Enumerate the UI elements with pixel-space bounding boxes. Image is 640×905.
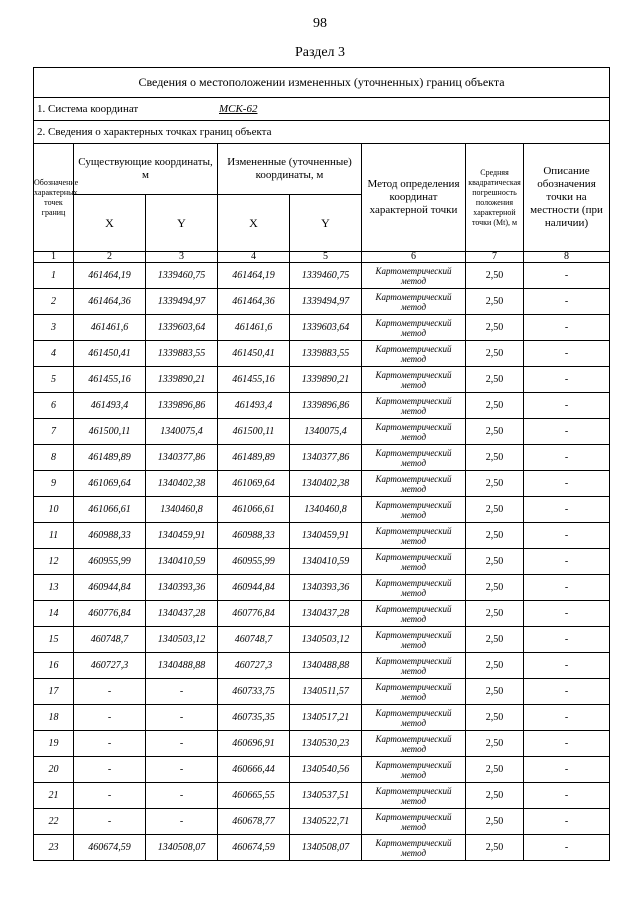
changed-x-value: 460733,75	[218, 679, 290, 705]
table-row	[34, 575, 610, 601]
description-value: -	[524, 289, 610, 315]
changed-y-value: 1339494,97	[290, 289, 362, 315]
changed-x-value: 460944,84	[218, 575, 290, 601]
method-line: метод	[400, 665, 427, 676]
existing-y-value: -	[146, 757, 218, 783]
existing-x-value: 460988,33	[74, 523, 146, 549]
column-numbers-row	[34, 252, 610, 263]
description-value: -	[524, 731, 610, 757]
accuracy-value: 2,50	[466, 575, 524, 601]
accuracy-value: 2,50	[466, 263, 524, 289]
table-row	[34, 393, 610, 419]
accuracy-value: 2,50	[466, 679, 524, 705]
point-number: 20	[34, 757, 74, 783]
changed-x-value: 460776,84	[218, 601, 290, 627]
method-value	[362, 263, 466, 289]
accuracy-value: 2,50	[466, 341, 524, 367]
changed-y-value: 1340517,21	[290, 705, 362, 731]
existing-y-value: 1339890,21	[146, 367, 218, 393]
table-row	[34, 731, 610, 757]
existing-x-value: 461069,64	[74, 471, 146, 497]
table-row	[34, 367, 610, 393]
existing-x-value: -	[74, 731, 146, 757]
existing-y-value: -	[146, 731, 218, 757]
header-accuracy: Средняя квадратическая погрешность положения характерной точки (Mt), м	[466, 144, 524, 252]
column-number: 5	[290, 252, 362, 263]
header-changed-y: Y	[290, 195, 362, 252]
header-changed-x: X	[218, 195, 290, 252]
table-row	[34, 523, 610, 549]
method-line: Картометрический	[375, 629, 452, 640]
description-value: -	[524, 471, 610, 497]
description-value: -	[524, 627, 610, 653]
changed-x-value: 461450,41	[218, 341, 290, 367]
changed-y-value: 1340410,59	[290, 549, 362, 575]
point-number: 11	[34, 523, 74, 549]
existing-x-value: -	[74, 757, 146, 783]
header-point-designation: Обозначение характерных точек границ	[34, 144, 74, 252]
method-value	[362, 549, 466, 575]
changed-x-value: 460674,59	[218, 835, 290, 861]
changed-y-value: 1340402,38	[290, 471, 362, 497]
method-line: метод	[400, 457, 427, 468]
column-number: 8	[524, 252, 610, 263]
existing-x-value: -	[74, 783, 146, 809]
existing-y-value: 1340508,07	[146, 835, 218, 861]
existing-x-value: 460955,99	[74, 549, 146, 575]
changed-x-value: 461489,89	[218, 445, 290, 471]
accuracy-value: 2,50	[466, 705, 524, 731]
existing-x-value: 460727,3	[74, 653, 146, 679]
description-value: -	[524, 419, 610, 445]
existing-y-value: 1340460,8	[146, 497, 218, 523]
description-value: -	[524, 757, 610, 783]
changed-y-value: 1340393,36	[290, 575, 362, 601]
method-line: метод	[400, 587, 427, 598]
changed-y-value: 1340508,07	[290, 835, 362, 861]
table-row	[34, 471, 610, 497]
description-value: -	[524, 601, 610, 627]
method-value	[362, 367, 466, 393]
method-line: метод	[400, 509, 427, 520]
table-row	[34, 419, 610, 445]
coordinate-system-value: МСК-62	[219, 103, 258, 115]
method-line: метод	[400, 821, 427, 832]
method-value	[362, 731, 466, 757]
method-line: метод	[400, 561, 427, 572]
changed-y-value: 1340488,88	[290, 653, 362, 679]
method-line: Картометрический	[375, 369, 452, 380]
point-number: 5	[34, 367, 74, 393]
method-line: метод	[400, 639, 427, 650]
description-value: -	[524, 783, 610, 809]
method-line: Картометрический	[375, 707, 452, 718]
existing-x-value: 460748,7	[74, 627, 146, 653]
table-row	[34, 289, 610, 315]
changed-x-value: 460735,35	[218, 705, 290, 731]
header-existing-coords: Существующие координаты, м	[74, 144, 218, 195]
description-value: -	[524, 809, 610, 835]
method-line: метод	[400, 795, 427, 806]
table-row	[34, 627, 610, 653]
method-value	[362, 393, 466, 419]
changed-y-value: 1339603,64	[290, 315, 362, 341]
method-line: метод	[400, 483, 427, 494]
changed-x-value: 461464,36	[218, 289, 290, 315]
existing-x-value: 461500,11	[74, 419, 146, 445]
description-value: -	[524, 575, 610, 601]
point-number: 2	[34, 289, 74, 315]
accuracy-value: 2,50	[466, 497, 524, 523]
existing-y-value: -	[146, 705, 218, 731]
description-value: -	[524, 549, 610, 575]
method-line: Картометрический	[375, 317, 452, 328]
existing-x-value: 461066,61	[74, 497, 146, 523]
table-row	[34, 679, 610, 705]
changed-y-value: 1340460,8	[290, 497, 362, 523]
changed-y-value: 1340530,23	[290, 731, 362, 757]
changed-x-value: 461493,4	[218, 393, 290, 419]
point-number: 19	[34, 731, 74, 757]
existing-x-value: -	[74, 705, 146, 731]
existing-y-value: 1339883,55	[146, 341, 218, 367]
description-value: -	[524, 367, 610, 393]
description-value: -	[524, 523, 610, 549]
description-value: -	[524, 835, 610, 861]
changed-y-value: 1340511,57	[290, 679, 362, 705]
changed-y-value: 1339890,21	[290, 367, 362, 393]
changed-y-value: 1340459,91	[290, 523, 362, 549]
changed-x-value: 460727,3	[218, 653, 290, 679]
method-line: Картометрический	[375, 291, 452, 302]
existing-y-value: -	[146, 783, 218, 809]
table-row	[34, 315, 610, 341]
method-line: метод	[400, 769, 427, 780]
method-value	[362, 653, 466, 679]
point-number: 18	[34, 705, 74, 731]
method-line: Картометрический	[375, 343, 452, 354]
table-row	[34, 601, 610, 627]
point-number: 4	[34, 341, 74, 367]
existing-x-value: -	[74, 679, 146, 705]
changed-x-value: 460955,99	[218, 549, 290, 575]
method-line: метод	[400, 535, 427, 546]
changed-y-value: 1340522,71	[290, 809, 362, 835]
existing-x-value: 460674,59	[74, 835, 146, 861]
header-existing-x: X	[74, 195, 146, 252]
section-title: Раздел 3	[294, 45, 346, 60]
accuracy-value: 2,50	[466, 289, 524, 315]
existing-x-value: -	[74, 809, 146, 835]
method-line: Картометрический	[375, 473, 452, 484]
method-value	[362, 575, 466, 601]
column-number: 3	[146, 252, 218, 263]
method-value	[362, 419, 466, 445]
point-number: 23	[34, 835, 74, 861]
changed-y-value: 1339883,55	[290, 341, 362, 367]
method-line: метод	[400, 743, 427, 754]
method-line: Картометрический	[375, 577, 452, 588]
point-number: 3	[34, 315, 74, 341]
description-value: -	[524, 315, 610, 341]
method-line: Картометрический	[375, 447, 452, 458]
changed-y-value: 1340075,4	[290, 419, 362, 445]
point-number: 14	[34, 601, 74, 627]
method-value	[362, 497, 466, 523]
method-line: Картометрический	[375, 395, 452, 406]
point-number: 1	[34, 263, 74, 289]
accuracy-value: 2,50	[466, 419, 524, 445]
column-number: 7	[466, 252, 524, 263]
method-line: Картометрический	[375, 733, 452, 744]
method-value	[362, 341, 466, 367]
accuracy-value: 2,50	[466, 835, 524, 861]
method-value	[362, 289, 466, 315]
changed-x-value: 460665,55	[218, 783, 290, 809]
header-changed-coords: Измененные (уточненные) координаты, м	[218, 144, 362, 195]
accuracy-value: 2,50	[466, 523, 524, 549]
existing-x-value: 461450,41	[74, 341, 146, 367]
accuracy-value: 2,50	[466, 757, 524, 783]
existing-x-value: 460776,84	[74, 601, 146, 627]
point-number: 12	[34, 549, 74, 575]
method-line: метод	[400, 275, 427, 286]
method-value	[362, 757, 466, 783]
existing-y-value: -	[146, 809, 218, 835]
header-description: Описание обозначения точки на местности (при наличии)	[524, 144, 610, 252]
changed-y-value: 1340537,51	[290, 783, 362, 809]
changed-x-value: 461461,6	[218, 315, 290, 341]
description-value: -	[524, 445, 610, 471]
method-line: Картометрический	[375, 499, 452, 510]
accuracy-value: 2,50	[466, 783, 524, 809]
table-row	[34, 445, 610, 471]
method-line: метод	[400, 691, 427, 702]
changed-x-value: 460988,33	[218, 523, 290, 549]
method-line: Картометрический	[375, 551, 452, 562]
description-value: -	[524, 263, 610, 289]
changed-x-value: 461464,19	[218, 263, 290, 289]
changed-y-value: 1340377,86	[290, 445, 362, 471]
table-row	[34, 549, 610, 575]
page-number: 98	[313, 16, 327, 31]
method-value	[362, 835, 466, 861]
method-line: Картометрический	[375, 759, 452, 770]
existing-y-value: 1339603,64	[146, 315, 218, 341]
method-value	[362, 471, 466, 497]
table-row	[34, 263, 610, 289]
header-existing-y: Y	[146, 195, 218, 252]
accuracy-value: 2,50	[466, 601, 524, 627]
accuracy-value: 2,50	[466, 445, 524, 471]
changed-y-value: 1340437,28	[290, 601, 362, 627]
description-value: -	[524, 393, 610, 419]
method-line: метод	[400, 301, 427, 312]
method-line: метод	[400, 431, 427, 442]
existing-y-value: 1340503,12	[146, 627, 218, 653]
points-caption: 2. Сведения о характерных точках границ объекта	[34, 121, 610, 144]
point-number: 21	[34, 783, 74, 809]
point-number: 15	[34, 627, 74, 653]
accuracy-value: 2,50	[466, 471, 524, 497]
method-value	[362, 705, 466, 731]
point-number: 8	[34, 445, 74, 471]
column-number: 1	[34, 252, 74, 263]
existing-y-value: -	[146, 679, 218, 705]
accuracy-value: 2,50	[466, 549, 524, 575]
accuracy-value: 2,50	[466, 809, 524, 835]
changed-x-value: 460748,7	[218, 627, 290, 653]
table-row	[34, 783, 610, 809]
existing-x-value: 461464,19	[74, 263, 146, 289]
changed-y-value: 1339460,75	[290, 263, 362, 289]
table-row	[34, 757, 610, 783]
description-value: -	[524, 705, 610, 731]
point-number: 13	[34, 575, 74, 601]
description-value: -	[524, 497, 610, 523]
method-value	[362, 809, 466, 835]
description-value: -	[524, 653, 610, 679]
method-line: Картометрический	[375, 785, 452, 796]
method-line: Картометрический	[375, 265, 452, 276]
point-number: 22	[34, 809, 74, 835]
accuracy-value: 2,50	[466, 731, 524, 757]
table-row	[34, 341, 610, 367]
method-line: метод	[400, 847, 427, 858]
existing-y-value: 1339494,97	[146, 289, 218, 315]
changed-x-value: 460666,44	[218, 757, 290, 783]
method-line: метод	[400, 405, 427, 416]
accuracy-value: 2,50	[466, 367, 524, 393]
column-number: 4	[218, 252, 290, 263]
existing-y-value: 1340459,91	[146, 523, 218, 549]
existing-x-value: 461464,36	[74, 289, 146, 315]
point-number: 17	[34, 679, 74, 705]
method-value	[362, 627, 466, 653]
accuracy-value: 2,50	[466, 653, 524, 679]
method-line: Картометрический	[375, 681, 452, 692]
existing-y-value: 1340393,36	[146, 575, 218, 601]
point-number: 6	[34, 393, 74, 419]
existing-y-value: 1340488,88	[146, 653, 218, 679]
method-line: метод	[400, 327, 427, 338]
changed-x-value: 460696,91	[218, 731, 290, 757]
method-line: Картометрический	[375, 421, 452, 432]
point-number: 7	[34, 419, 74, 445]
changed-x-value: 461066,61	[218, 497, 290, 523]
accuracy-value: 2,50	[466, 393, 524, 419]
existing-x-value: 461455,16	[74, 367, 146, 393]
point-number: 16	[34, 653, 74, 679]
method-value	[362, 601, 466, 627]
table-row	[34, 705, 610, 731]
column-number: 2	[74, 252, 146, 263]
existing-y-value: 1340410,59	[146, 549, 218, 575]
method-line: метод	[400, 379, 427, 390]
point-number: 9	[34, 471, 74, 497]
table-row	[34, 497, 610, 523]
table-title: Сведения о местоположении измененных (уточненных) границ объекта	[34, 68, 610, 98]
coordinate-system-label: 1. Система координат	[37, 103, 139, 115]
accuracy-value: 2,50	[466, 627, 524, 653]
existing-x-value: 461461,6	[74, 315, 146, 341]
method-line: Картометрический	[375, 655, 452, 666]
existing-y-value: 1339460,75	[146, 263, 218, 289]
changed-x-value: 461069,64	[218, 471, 290, 497]
method-value	[362, 523, 466, 549]
method-line: Картометрический	[375, 811, 452, 822]
method-line: Картометрический	[375, 603, 452, 614]
existing-x-value: 460944,84	[74, 575, 146, 601]
table-row	[34, 835, 610, 861]
method-value	[362, 679, 466, 705]
point-number: 10	[34, 497, 74, 523]
changed-x-value: 460678,77	[218, 809, 290, 835]
changed-y-value: 1340540,56	[290, 757, 362, 783]
accuracy-value: 2,50	[466, 315, 524, 341]
header-method: Метод определения координат характерной точки	[362, 144, 466, 252]
coordinate-system-row	[34, 98, 610, 121]
boundary-points-table	[33, 67, 610, 861]
existing-y-value: 1340437,28	[146, 601, 218, 627]
description-value: -	[524, 341, 610, 367]
changed-x-value: 461500,11	[218, 419, 290, 445]
table-row	[34, 653, 610, 679]
method-line: Картометрический	[375, 837, 452, 848]
table-row	[34, 809, 610, 835]
changed-x-value: 461455,16	[218, 367, 290, 393]
existing-y-value: 1340402,38	[146, 471, 218, 497]
existing-y-value: 1339896,86	[146, 393, 218, 419]
existing-x-value: 461493,4	[74, 393, 146, 419]
existing-y-value: 1340377,86	[146, 445, 218, 471]
changed-y-value: 1340503,12	[290, 627, 362, 653]
method-line: метод	[400, 717, 427, 728]
method-line: метод	[400, 353, 427, 364]
existing-x-value: 461489,89	[74, 445, 146, 471]
method-line: метод	[400, 613, 427, 624]
changed-y-value: 1339896,86	[290, 393, 362, 419]
method-value	[362, 445, 466, 471]
existing-y-value: 1340075,4	[146, 419, 218, 445]
method-value	[362, 315, 466, 341]
method-value	[362, 783, 466, 809]
column-number: 6	[362, 252, 466, 263]
method-line: Картометрический	[375, 525, 452, 536]
description-value: -	[524, 679, 610, 705]
